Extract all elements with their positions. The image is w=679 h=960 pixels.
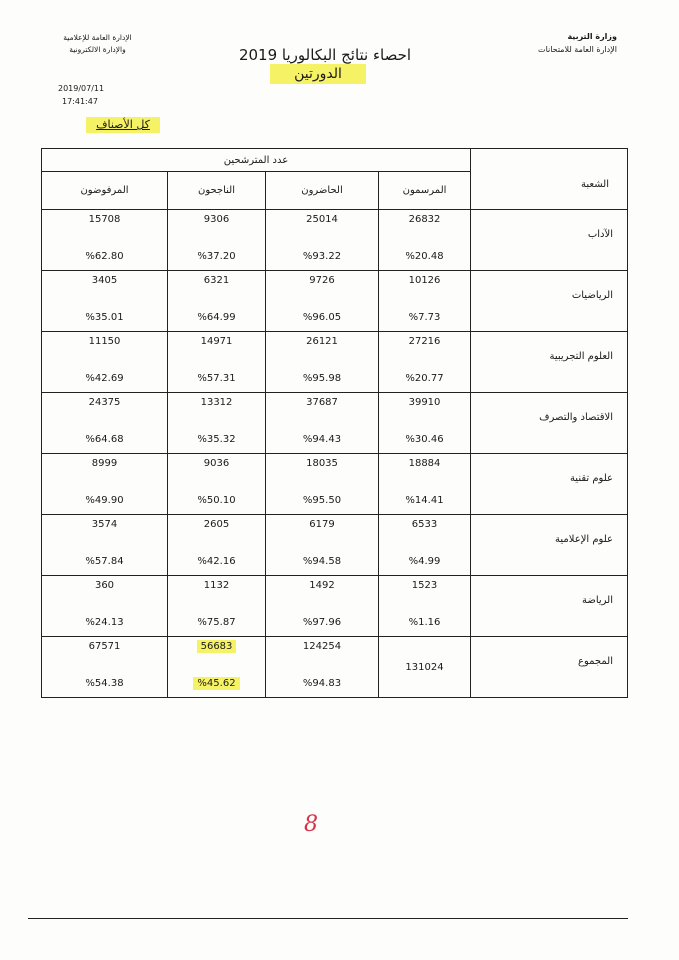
branch-name: علوم تقنية bbox=[569, 472, 613, 484]
passed-cell-count bbox=[168, 210, 265, 240]
rejected-cell bbox=[42, 210, 168, 271]
page-number: 8 bbox=[304, 812, 318, 837]
present-cell-count bbox=[266, 576, 378, 606]
present-cell-percent bbox=[266, 301, 378, 331]
rejected-cell-percent bbox=[42, 301, 167, 331]
present-cell-percent-value: %93.22 bbox=[302, 251, 342, 262]
dept-line-1: الإدارة العامة للإعلامية bbox=[63, 33, 132, 42]
table-row bbox=[42, 576, 628, 637]
branch-name: العلوم التجريبية bbox=[549, 350, 613, 362]
registered-cell-count-value: 18884 bbox=[408, 458, 441, 469]
results-table bbox=[41, 148, 628, 698]
passed-cell-count-value: 6321 bbox=[203, 275, 230, 286]
rejected-cell-percent bbox=[42, 240, 167, 270]
present-cell-percent bbox=[266, 362, 378, 392]
registered-cell-percent-value: %14.41 bbox=[405, 495, 444, 506]
passed-cell-percent-value: %37.20 bbox=[197, 251, 236, 262]
total-present-cell-count-value: 124254 bbox=[302, 641, 342, 652]
passed-cell-count bbox=[168, 271, 265, 301]
total-passed-cell-percent bbox=[168, 667, 265, 697]
rejected-cell-percent bbox=[42, 484, 167, 514]
present-cell bbox=[266, 271, 379, 332]
page-title: احصاء نتائج البكالوريا 2019 bbox=[238, 46, 412, 64]
table-row bbox=[42, 332, 628, 393]
total-passed-cell-percent-value: %45.62 bbox=[193, 677, 239, 690]
branch-name-cell bbox=[471, 393, 628, 454]
registered-cell bbox=[379, 332, 471, 393]
rejected-cell-count-value: 24375 bbox=[88, 397, 121, 408]
total-registered-value: 131024 bbox=[405, 661, 444, 673]
present-cell-count-value: 25014 bbox=[306, 214, 338, 225]
registered-cell bbox=[379, 210, 471, 271]
passed-cell-count bbox=[168, 393, 265, 423]
passed-cell-count-value: 13312 bbox=[200, 397, 233, 408]
passed-cell-count bbox=[168, 454, 265, 484]
table-header-row bbox=[42, 149, 628, 172]
table-row bbox=[42, 515, 628, 576]
table-row bbox=[42, 454, 628, 515]
rejected-cell-percent-value: %64.68 bbox=[85, 434, 124, 445]
col-rejected-header: المرفوضون bbox=[42, 172, 168, 210]
branch-name-cell bbox=[471, 454, 628, 515]
rejected-cell-percent bbox=[42, 606, 167, 636]
branch-name-cell bbox=[471, 515, 628, 576]
registered-cell bbox=[379, 576, 471, 637]
total-rejected-cell bbox=[42, 637, 168, 698]
registered-cell-percent-value: %4.99 bbox=[408, 556, 441, 567]
registered-cell-percent-value: %7.73 bbox=[408, 312, 441, 323]
rejected-cell-count-value: 11150 bbox=[88, 336, 121, 347]
rejected-cell-percent-value: %42.69 bbox=[85, 373, 124, 384]
passed-cell-percent-value: %50.10 bbox=[197, 495, 236, 506]
branch-name-cell bbox=[471, 210, 628, 271]
rejected-cell-percent-value: %35.01 bbox=[85, 312, 124, 323]
passed-cell-percent bbox=[168, 484, 265, 514]
dept-line-2: والإدارة الالكترونية bbox=[69, 45, 126, 54]
registered-cell-percent bbox=[379, 362, 470, 392]
registered-cell bbox=[379, 515, 471, 576]
present-cell-percent bbox=[266, 545, 378, 575]
present-cell-count bbox=[266, 515, 378, 545]
registered-cell-percent bbox=[379, 301, 470, 331]
total-present-cell-percent bbox=[266, 667, 378, 697]
rejected-cell-count-value: 3405 bbox=[91, 275, 118, 286]
rejected-cell-count-value: 8999 bbox=[91, 458, 118, 469]
present-cell bbox=[266, 576, 379, 637]
rejected-cell-count bbox=[42, 271, 167, 301]
registered-cell-percent bbox=[379, 423, 470, 453]
session-label: الدورتين bbox=[270, 64, 366, 84]
present-cell-percent-value: %97.96 bbox=[302, 617, 342, 628]
passed-cell-count bbox=[168, 332, 265, 362]
present-cell-percent bbox=[266, 423, 378, 453]
passed-cell-count-value: 14971 bbox=[200, 336, 233, 347]
passed-cell-percent-value: %75.87 bbox=[197, 617, 236, 628]
passed-cell bbox=[168, 454, 266, 515]
table-row bbox=[42, 210, 628, 271]
rejected-cell-count-value: 360 bbox=[94, 580, 115, 591]
rejected-cell-percent-value: %57.84 bbox=[85, 556, 124, 567]
registered-cell-count bbox=[379, 210, 470, 240]
rejected-cell-count bbox=[42, 454, 167, 484]
total-registered-cell bbox=[379, 637, 471, 698]
ministry-header bbox=[505, 30, 617, 56]
registered-cell-count bbox=[379, 271, 470, 301]
present-cell bbox=[266, 454, 379, 515]
passed-cell bbox=[168, 210, 266, 271]
passed-cell-percent bbox=[168, 362, 265, 392]
rejected-cell-percent bbox=[42, 423, 167, 453]
present-cell-count-value: 1492 bbox=[309, 580, 335, 591]
present-cell-count bbox=[266, 393, 378, 423]
passed-cell bbox=[168, 332, 266, 393]
rejected-cell-count bbox=[42, 393, 167, 423]
branch-name: الرياضيات bbox=[571, 289, 613, 301]
rejected-cell-percent-value: %62.80 bbox=[85, 251, 124, 262]
rejected-cell-count-value: 15708 bbox=[88, 214, 121, 225]
total-label: المجموع bbox=[578, 655, 613, 667]
passed-cell-count-value: 9306 bbox=[203, 214, 230, 225]
registered-cell-percent bbox=[379, 545, 470, 575]
rejected-cell-percent bbox=[42, 362, 167, 392]
total-label-cell bbox=[471, 637, 628, 698]
branch-name-cell bbox=[471, 332, 628, 393]
present-cell-count-value: 9726 bbox=[309, 275, 335, 286]
passed-cell-percent bbox=[168, 240, 265, 270]
passed-cell-count bbox=[168, 576, 265, 606]
registered-cell-count bbox=[379, 393, 470, 423]
present-cell-percent bbox=[266, 606, 378, 636]
rejected-cell-percent-value: %49.90 bbox=[85, 495, 124, 506]
passed-cell-count-value: 9036 bbox=[203, 458, 230, 469]
passed-cell bbox=[168, 271, 266, 332]
print-timestamp bbox=[58, 82, 104, 108]
registered-cell-count-value: 27216 bbox=[408, 336, 441, 347]
total-row bbox=[42, 637, 628, 698]
branch-header: الشعبة bbox=[471, 149, 628, 210]
rejected-cell bbox=[42, 515, 168, 576]
present-cell-count-value: 18035 bbox=[306, 458, 338, 469]
registered-cell-percent bbox=[379, 240, 470, 270]
rejected-cell bbox=[42, 393, 168, 454]
present-cell-count-value: 26121 bbox=[306, 336, 338, 347]
rejected-cell-count-value: 3574 bbox=[91, 519, 118, 530]
branch-name: الاقتصاد والتصرف bbox=[539, 411, 613, 423]
table-row bbox=[42, 393, 628, 454]
rejected-cell-count bbox=[42, 210, 167, 240]
present-cell-count bbox=[266, 210, 378, 240]
present-cell-percent-value: %95.50 bbox=[302, 495, 342, 506]
present-cell bbox=[266, 515, 379, 576]
registered-cell-count-value: 26832 bbox=[408, 214, 441, 225]
registered-cell-count bbox=[379, 515, 470, 545]
registered-cell-count-value: 10126 bbox=[408, 275, 441, 286]
present-cell-percent bbox=[266, 484, 378, 514]
branch-name-cell bbox=[471, 271, 628, 332]
total-present-cell bbox=[266, 637, 379, 698]
registered-cell-count bbox=[379, 454, 470, 484]
rejected-cell-percent bbox=[42, 545, 167, 575]
passed-cell-percent bbox=[168, 423, 265, 453]
print-time: 17:41:47 bbox=[62, 97, 98, 106]
branches-label: كل الأصناف bbox=[86, 117, 160, 133]
footer-divider bbox=[28, 918, 628, 919]
department-header bbox=[40, 32, 155, 56]
present-cell bbox=[266, 210, 379, 271]
passed-cell-percent bbox=[168, 301, 265, 331]
total-rejected-cell-percent bbox=[42, 667, 167, 697]
registered-cell-percent-value: %30.46 bbox=[405, 434, 444, 445]
registered-cell-count-value: 39910 bbox=[408, 397, 441, 408]
print-date: 2019/07/11 bbox=[58, 84, 105, 93]
total-passed-cell-count-value: 56683 bbox=[197, 640, 237, 653]
passed-cell-percent bbox=[168, 606, 265, 636]
registered-cell-count-value: 6533 bbox=[411, 519, 438, 530]
rejected-cell-percent-value: %24.13 bbox=[85, 617, 124, 628]
col-present-header: الحاضرون bbox=[266, 172, 379, 210]
passed-cell-percent-value: %35.32 bbox=[197, 434, 236, 445]
total-rejected-cell-count bbox=[42, 637, 167, 667]
present-cell-count bbox=[266, 332, 378, 362]
registered-cell-percent bbox=[379, 606, 470, 636]
registered-cell-percent-value: %20.77 bbox=[405, 373, 444, 384]
present-cell-percent-value: %94.43 bbox=[302, 434, 342, 445]
rejected-cell bbox=[42, 454, 168, 515]
rejected-cell bbox=[42, 576, 168, 637]
present-cell-percent-value: %95.98 bbox=[302, 373, 342, 384]
branch-name: الرياضة bbox=[581, 594, 613, 606]
passed-cell bbox=[168, 393, 266, 454]
rejected-cell-count bbox=[42, 332, 167, 362]
passed-cell-percent-value: %57.31 bbox=[197, 373, 236, 384]
passed-cell-count bbox=[168, 515, 265, 545]
total-passed-cell bbox=[168, 637, 266, 698]
rejected-cell bbox=[42, 271, 168, 332]
total-rejected-cell-percent-value: %54.38 bbox=[85, 678, 124, 689]
passed-cell bbox=[168, 515, 266, 576]
present-cell-count bbox=[266, 454, 378, 484]
candidates-header: عدد المترشحين bbox=[42, 149, 471, 172]
branch-name: الآداب bbox=[587, 228, 613, 240]
passed-cell-percent-value: %64.99 bbox=[197, 312, 236, 323]
registered-cell-count bbox=[379, 576, 470, 606]
total-passed-cell-count bbox=[168, 637, 265, 667]
col-registered-header: المرسمون bbox=[379, 172, 471, 210]
passed-cell-count-value: 2605 bbox=[203, 519, 230, 530]
col-passed-header: الناجحون bbox=[168, 172, 266, 210]
registered-cell bbox=[379, 271, 471, 332]
passed-cell bbox=[168, 576, 266, 637]
rejected-cell bbox=[42, 332, 168, 393]
present-cell bbox=[266, 393, 379, 454]
registered-cell bbox=[379, 454, 471, 515]
registered-cell-count-value: 1523 bbox=[411, 580, 438, 591]
present-cell-count bbox=[266, 271, 378, 301]
total-present-cell-percent-value: %94.83 bbox=[302, 678, 342, 689]
table-row bbox=[42, 271, 628, 332]
present-cell bbox=[266, 332, 379, 393]
registered-cell-count bbox=[379, 332, 470, 362]
passed-cell-percent bbox=[168, 545, 265, 575]
branch-name: علوم الإعلامية bbox=[555, 533, 613, 545]
exams-directorate: الإدارة العامة للامتحانات bbox=[538, 45, 617, 54]
present-cell-percent-value: %96.05 bbox=[302, 312, 342, 323]
rejected-cell-count bbox=[42, 576, 167, 606]
passed-cell-percent-value: %42.16 bbox=[197, 556, 236, 567]
passed-cell-count-value: 1132 bbox=[203, 580, 230, 591]
present-cell-count-value: 6179 bbox=[309, 519, 335, 530]
registered-cell-percent-value: %20.48 bbox=[405, 251, 444, 262]
registered-cell-percent bbox=[379, 484, 470, 514]
branch-name-cell bbox=[471, 576, 628, 637]
present-cell-percent bbox=[266, 240, 378, 270]
total-rejected-cell-count-value: 67571 bbox=[88, 641, 121, 652]
present-cell-count-value: 37687 bbox=[306, 397, 338, 408]
rejected-cell-count bbox=[42, 515, 167, 545]
ministry-name: وزارة التربية bbox=[567, 32, 617, 41]
registered-cell-percent-value: %1.16 bbox=[408, 617, 441, 628]
registered-cell bbox=[379, 393, 471, 454]
total-present-cell-count bbox=[266, 637, 378, 667]
present-cell-percent-value: %94.58 bbox=[302, 556, 342, 567]
